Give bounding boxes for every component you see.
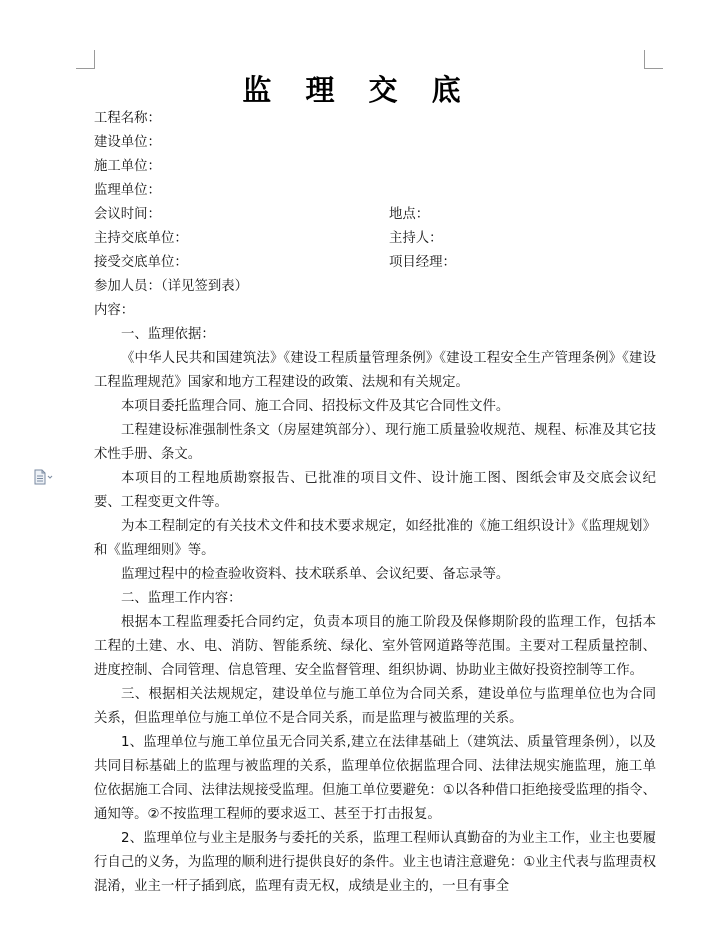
paragraph-basis-contracts: 本项目委托监理合同、施工合同、招投标文件及其它合同性文件。 [121,399,510,414]
field-builder: 建设单位： [94,135,161,150]
paragraph-relation-owner: 2、监理单位与业主是服务与委托的关系，监理工程师认真勤奋的为业主工作，业主也要履行自己的义务，为监理的顺利进行提供良好的条件。业主也请注意避免：①业主代表与监理责权混淆，业主一杆子插到底，监理有责无权，成绩是业主的，一旦有事全 [94,831,656,894]
field-project-manager: 项目经理： [389,255,456,270]
paragraph-basis-reports-text: 本项目的工程地质勘察报告、已批准的项目文件、设计施工图、图纸会审及交底会议纪要、工程变更文件等。 [94,471,656,510]
field-supervisor: 监理单位： [94,183,161,198]
field-constructor: 施工单位： [94,159,161,174]
document-body[interactable] [94,107,656,899]
paragraph-basis-records: 监理过程中的检查验收资料、技术联系单、会议纪要、备忘录等。 [121,567,510,582]
paragraph-basis-standards: 工程建设标准强制性条文（房屋建筑部分）、现行施工质量验收规范、规程、标准及其它技术性手册、条文。 [94,423,656,462]
document-title: 监 理 交 底 [242,73,473,107]
field-row-meeting [94,203,656,227]
field-attendees: 参加人员：（详见签到表） [94,279,248,294]
crop-mark-top-left [76,50,95,69]
field-host-unit: 主持交底单位： [94,231,188,246]
paragraph-basis-reports [94,467,656,515]
crop-mark-top-right [644,50,663,69]
field-receiver-unit: 接受交底单位： [94,255,188,270]
field-meeting-time: 会议时间： [94,207,161,222]
paragraph-work-content: 根据本工程监理委托合同约定，负责本项目的施工阶段及保修期阶段的监理工作，包括本工程的土建、水、电、消防、智能系统、绿化、室外管网道路等范围。主要对工程质量控制、进度控制、合同管理、信息管理、安全监督管理、组织协调、协助业主做好投资控制等工作。 [94,615,656,678]
field-host: 主持人： [389,231,443,246]
section-2-heading: 二、监理工作内容： [121,591,242,606]
section-1-heading: 一、监理依据： [121,327,215,342]
field-row-receiver [94,251,656,275]
paragraph-basis-technical: 为本工程制定的有关技术文件和技术要求规定，如经批准的《施工组织设计》《监理规划》和《监理细则》等。 [94,519,656,558]
paragraph-basis-laws: 《中华人民共和国建筑法》《建设工程质量管理条例》《建设工程安全生产管理条例》《建设工程监理规范》国家和地方工程建设的政策、法规和有关规定。 [94,351,656,390]
field-project-name: 工程名称： [94,111,161,126]
section-3-paragraph: 三、根据相关法规规定，建设单位与施工单位为合同关系，建设单位与监理单位也为合同关系，但监理单位与施工单位不是合同关系，而是监理与被监理的关系。 [94,687,656,726]
document-icon[interactable] [34,469,54,485]
field-row-host [94,227,656,251]
paragraph-relation-constructor: 1、监理单位与施工单位虽无合同关系,建立在法律基础上（建筑法、质量管理条例），以及共同目标基础上的监理与被监理的关系，监理单位依据监理合同、法律法规实施监理，施工单位依据施工合同、法律法规接受监理。但施工单位要避免：①以各种借口拒绝接受监理的指令、通知等。②不按监理工程师的要求返工、甚至于打击报复。 [94,735,656,822]
field-content: 内容： [94,303,135,318]
field-location: 地点： [389,207,430,222]
